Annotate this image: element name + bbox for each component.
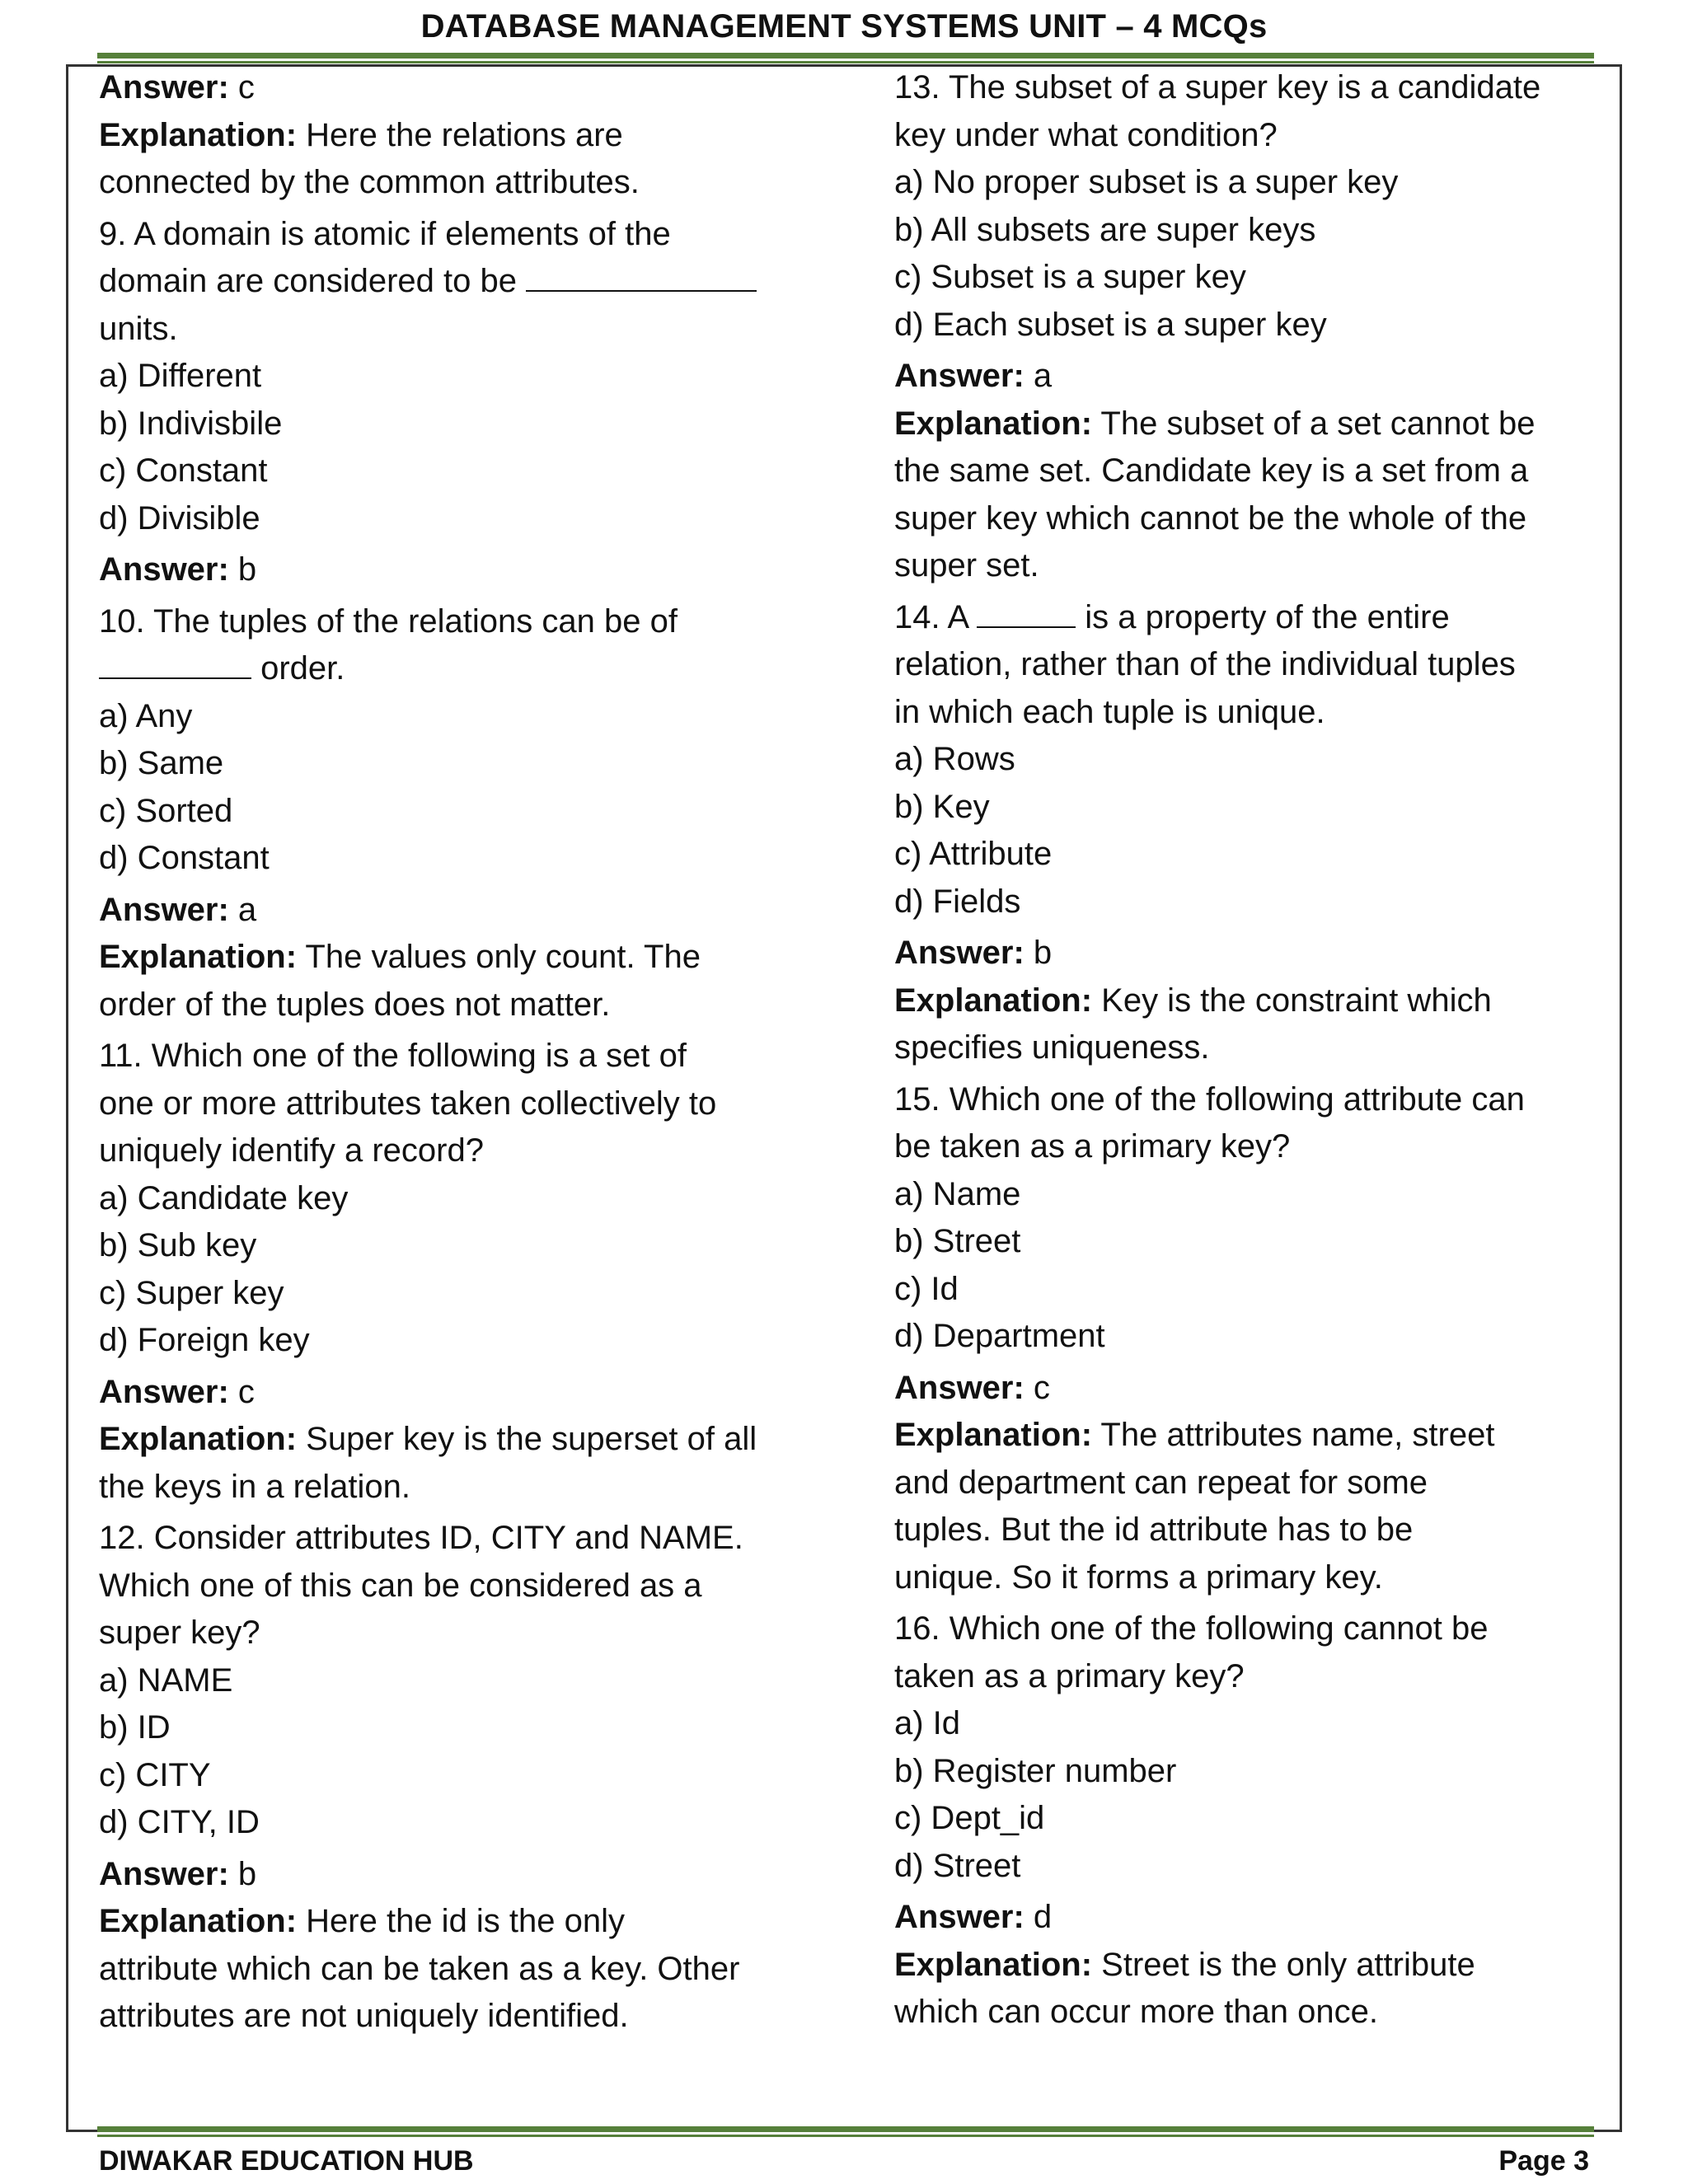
explanation-line: Explanation: The subset of a set cannot be	[894, 405, 1536, 442]
explanation-line: order of the tuples does not matter.	[99, 986, 611, 1023]
question-line: in which each tuple is unique.	[894, 693, 1325, 730]
footer-publisher: DIWAKAR EDUCATION HUB	[99, 2145, 474, 2177]
explanation-line: Explanation: Here the id is the only	[99, 1903, 626, 1939]
answer-line: Answer: d	[894, 1899, 1053, 1935]
answer-line: Answer: b	[894, 935, 1053, 971]
explanation-line: specifies uniqueness.	[894, 1029, 1210, 1066]
question-line: key under what condition?	[894, 116, 1278, 153]
question-line: 12. Consider attributes ID, CITY and NAME.	[99, 1520, 743, 1556]
option-line: c) Sorted	[99, 792, 233, 829]
question-line: units.	[99, 310, 178, 347]
option-line: d) Foreign key	[99, 1322, 310, 1358]
option-line: b) Register number	[894, 1752, 1177, 1789]
answer-line: Answer: a	[894, 358, 1053, 394]
question-line: Which one of this can be considered as a	[99, 1567, 702, 1604]
fill-blank	[99, 649, 251, 679]
option-line: d) CITY, ID	[99, 1804, 260, 1840]
option-line: b) Sub key	[99, 1227, 257, 1263]
question-line: relation, rather than of the individual tuples	[894, 646, 1516, 682]
answer-line: Answer: c	[99, 69, 255, 105]
question-line: 10. The tuples of the relations can be of	[99, 602, 678, 640]
option-line: a) NAME	[99, 1661, 233, 1699]
explanation-line: Explanation: The values only count. The	[99, 939, 701, 975]
answer-line: Answer: c	[894, 1369, 1050, 1406]
explanation-line: the same set. Candidate key is a set from a	[894, 452, 1529, 489]
explanation-line: tuples. But the id attribute has to be	[894, 1511, 1414, 1548]
option-line: b) ID	[99, 1709, 171, 1746]
option-line: c) CITY	[99, 1756, 211, 1793]
option-line: d) Fields	[894, 883, 1021, 920]
option-line: b) Indivisbile	[99, 405, 283, 442]
question-line: 14. A is a property of the entire	[894, 598, 1450, 635]
option-line: d) Street	[894, 1847, 1021, 1884]
option-line: a) Any	[99, 697, 193, 734]
explanation-line: attributes are not uniquely identified.	[99, 1998, 629, 2034]
question-line: 9. A domain is atomic if elements of the	[99, 215, 671, 252]
option-line: d) Department	[894, 1318, 1105, 1354]
question-line: 16. Which one of the following cannot be	[894, 1610, 1489, 1647]
question-line: taken as a primary key?	[894, 1657, 1245, 1694]
explanation-line: attribute which can be taken as a key. Other	[99, 1950, 740, 1987]
option-line: c) Super key	[99, 1274, 284, 1311]
explanation-line: which can occur more than once.	[894, 1994, 1378, 2030]
option-line: d) Each subset is a super key	[894, 306, 1327, 343]
explanation-line: Explanation: Super key is the superset of all	[99, 1421, 757, 1457]
option-line: b) Key	[894, 788, 990, 825]
fill-blank	[526, 262, 757, 292]
answer-line: Answer: c	[99, 1373, 255, 1410]
option-line: b) All subsets are super keys	[894, 211, 1316, 248]
right-column	[894, 64, 1603, 2036]
option-line: d) Divisible	[99, 499, 260, 537]
explanation-line: Explanation: Key is the constraint which	[894, 982, 1492, 1019]
option-line: c) Constant	[99, 452, 268, 489]
option-line: a) Rows	[894, 741, 1015, 777]
explanation-line: connected by the common attributes.	[99, 164, 640, 200]
option-line: d) Constant	[99, 840, 270, 876]
question-line: 11. Which one of the following is a set of	[99, 1038, 687, 1074]
question-line: 13. The subset of a super key is a candidate	[894, 69, 1541, 105]
explanation-line: Explanation: Here the relations are	[99, 116, 623, 153]
explanation-line: super key which cannot be the whole of the	[894, 499, 1527, 537]
explanation-line: the keys in a relation.	[99, 1468, 410, 1505]
option-line: c) Subset is a super key	[894, 259, 1246, 295]
explanation-line: super set.	[894, 547, 1039, 583]
answer-line: Answer: b	[99, 1855, 257, 1892]
page-number: Page 3	[1498, 2145, 1589, 2177]
option-line: c) Attribute	[894, 836, 1053, 872]
option-line: a) Different	[99, 358, 262, 394]
question-line: 15. Which one of the following attribute can	[894, 1080, 1525, 1118]
header-divider	[97, 53, 1594, 63]
question-line: order.	[99, 645, 824, 693]
fill-blank	[977, 598, 1076, 628]
option-line: a) No proper subset is a super key	[894, 164, 1399, 200]
option-line: a) Candidate key	[99, 1179, 349, 1216]
explanation-line: Explanation: The attributes name, street	[894, 1417, 1495, 1453]
option-line: a) Name	[894, 1175, 1021, 1212]
question-line: one or more attributes taken collectively to	[99, 1085, 717, 1122]
question-line: domain are considered to be	[99, 258, 824, 306]
explanation-line: Explanation: Street is the only attribute	[894, 1946, 1475, 1983]
answer-line: Answer: a	[99, 891, 257, 928]
option-line: b) Same	[99, 745, 224, 781]
option-line: c) Dept_id	[894, 1800, 1045, 1836]
left-column	[99, 64, 824, 2041]
option-line: c) Id	[894, 1270, 959, 1307]
explanation-line: and department can repeat for some	[894, 1464, 1428, 1501]
question-line: uniquely identify a record?	[99, 1132, 484, 1169]
explanation-line: unique. So it forms a primary key.	[894, 1558, 1383, 1596]
option-line: a) Id	[894, 1705, 961, 1741]
page-title: DATABASE MANAGEMENT SYSTEMS UNIT – 4 MCQs	[420, 8, 1268, 45]
question-line: super key?	[99, 1615, 260, 1651]
answer-line: Answer: b	[99, 551, 257, 588]
option-line: b) Street	[894, 1223, 1021, 1259]
footer-divider	[97, 2126, 1594, 2137]
question-line: be taken as a primary key?	[894, 1128, 1291, 1165]
